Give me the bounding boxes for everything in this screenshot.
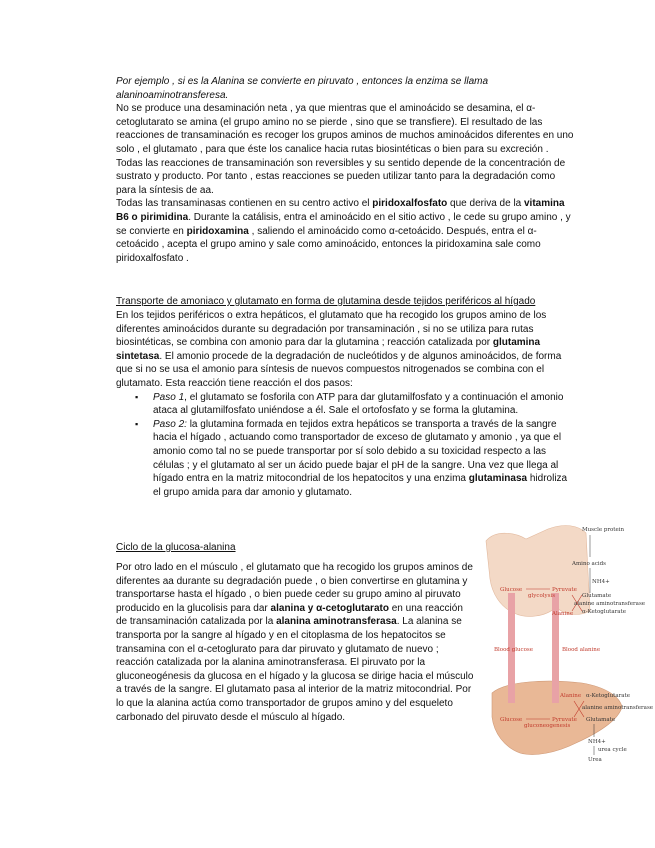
glucose-alanine-cycle-figure xyxy=(486,521,654,764)
term-alanina-aminotransferasa: alanina aminotransferasa xyxy=(276,616,397,628)
intro-paragraph-1: No se produce una desaminación neta , ya que mientras que el aminoácido se desamina, el α-cetoglutarato se amina (el grupo amino no se pierde , sino que se transfiere). El resultado de las reacciones de transaminación es recoger los grupos aminos de muchos aminoácidos diferentes en uno solo , el glutamato , para que éste los canalice hacia rutas biosintéticas o bien para su excreción . xyxy=(116,103,574,155)
term-piridoxamina: piridoxamina xyxy=(186,225,249,237)
label-pyruvate-bottom: Pyruvate xyxy=(552,717,577,723)
label-gluconeogenesis: gluconeogenesis xyxy=(524,723,571,729)
text-run: Todas las transaminasas contienen en su centro activo el xyxy=(116,198,373,210)
label-enzyme-top: alanine aminotransferase xyxy=(574,601,646,607)
text-run: que deriva de la xyxy=(447,198,524,210)
label-glutamate-top: Glutamate xyxy=(582,593,612,599)
step-label: Paso 2: xyxy=(153,418,187,430)
text-run: , el glutamato se fosforila con ATP para dar glutamilfosfato y a continuación el amonio ataca al glutamilfosfato uniéndose a él. Sale el ortofosfato y se forma la glutamina. xyxy=(153,391,564,417)
label-alanine-bottom: Alanine xyxy=(560,693,582,699)
label-amino-acids: Amino acids xyxy=(572,561,607,567)
label-glucose-top: Glucose xyxy=(500,587,523,593)
label-glucose-bottom: Glucose xyxy=(500,717,523,723)
text-run: Por otro lado en el músculo , el glutamato que ha recogido los grupos aminos de diferentes aa durante su degradación puede , o bien convertirse en glutamina y transportarse hasta el hígado , o bien puede ceder su grupo amino al piruvato producido en la glucolisis para dar xyxy=(116,562,473,614)
section-title-ciclo: Ciclo de la glucosa-alanina xyxy=(116,542,236,553)
label-ketoglutarate-bottom: α-Ketoglutarate xyxy=(586,693,630,699)
label-urea: Urea xyxy=(588,757,602,763)
label-nh4-top: NH4+ xyxy=(592,579,610,585)
step-label: Paso 1 xyxy=(153,391,185,403)
term-vitamina-b6: vitamina B6 o pirimidina xyxy=(116,198,565,223)
text-run: hidroliza el grupo amida para dar amonio y glutamato. xyxy=(153,473,568,498)
text-run: , saliendo el aminoácido como α-cetoácido. Después, entra el α-cetoácido , acepta el grupo amino y sale como aminoácido, entonces la piridoxamina sale como piridoxalfosfato . xyxy=(116,225,541,264)
steps-list xyxy=(116,391,574,500)
term-piridoxalfosfato: piridoxalfosfato xyxy=(372,198,448,210)
label-blood-alanine: Blood alanine xyxy=(562,647,601,653)
intro-block xyxy=(116,75,574,265)
label-alanine-top: Alanine xyxy=(552,611,574,617)
intro-paragraph-2: Todas las reacciones de transaminación son reversibles y su sentido depende de la concentración de sustrato y producto. Por tanto , estas reacciones se pueden utilizar tanto para la degradación como para la síntesis de aa. xyxy=(116,157,566,196)
transporte-block xyxy=(116,309,574,499)
text-run: la glutamina formada en tejidos extra hepáticos se transporta a través de la sangre hacia el hígado , actuando como transportador de exceso de glutamato y amonio , ya que el amonio como tal no se puede transportar por sí solo debido a su toxicidad respecto a las células ; y el glutamato al ser un ácido puede bajar el pH de la sangre. Una vez que llega al hígado entra en la matriz mitocondrial de los hepatocitos y una enzima xyxy=(153,418,562,485)
text-run: . Durante la catálisis, entra el aminoácido en el sitio activo , le cede su grupo amino , y se convierte en xyxy=(116,211,571,237)
label-blood-glucose: Blood glucose xyxy=(494,647,533,653)
text-run: En los tejidos periféricos o extra hepáticos, el glutamato que ha recogido los grupos amino de los diferentes aminoácidos durante su degradación por transaminación , si no se utiliza para rutas biosintéticas, se combina con amonio para dar la glutamina ; reacción catalizada por xyxy=(116,310,547,349)
blood-vessel-right xyxy=(552,593,559,703)
label-glutamate-bottom: Glutamate xyxy=(586,717,616,723)
text-run: . La alanina se transporta por la sangre al hígado y en el citoplasma de los hepatocitos se transamina con el α-cetoglurato para dar piruvato y glutamato de nuevo ; reacción catalizada por la alanina aminotransferasa. El piruvato por la gluconeogénesis da glucosa en el hígado y la glucosa se dirige hacia el músculo a través de la sangre. El glutamato pasa al interior de la matriz mitocondrial. Por lo que la alanina actúa como transportador de grupos amino y del esqueleto carbonado del piruvato desde el músculo al hígado. xyxy=(116,616,474,723)
label-urea-cycle: urea cycle xyxy=(598,747,627,753)
list-item xyxy=(153,391,574,418)
text-run: en una reacción de transaminación catalizada por la xyxy=(116,602,463,628)
intro-paragraph-3 xyxy=(116,197,574,265)
label-pyruvate-top: Pyruvate xyxy=(552,587,577,593)
ciclo-paragraph xyxy=(116,561,476,724)
term-glutamina-sintetasa: glutamina sintetasa xyxy=(116,337,541,362)
ciclo-block xyxy=(116,561,476,724)
transporte-paragraph xyxy=(116,309,574,391)
label-enzyme-bottom: alanine aminotransferase xyxy=(582,705,654,711)
text-run: . El amonio procede de la degradación de nucleótidos y de algunos aminoácidos, de forma que si no se usa el amonio para síntesis de nuevos compuestos nitrogenados se combina con el glutamato. Esta reacción tiene reacción el dos pasos: xyxy=(116,350,562,389)
label-nh4-bottom: NH4+ xyxy=(588,739,606,745)
label-glycolysis: glycolysis xyxy=(528,593,556,599)
example-paragraph: Por ejemplo , si es la Alanina se convierte en piruvato , entonces la enzima se llama alaninoaminotransferesa. xyxy=(116,76,489,101)
term-glutaminasa: glutaminasa xyxy=(468,473,528,485)
section-title-transporte: Transporte de amoniaco y glutamato en forma de glutamina desde tejidos periféricos al hígado xyxy=(116,296,536,307)
label-muscle-protein: Muscle protein xyxy=(582,527,625,533)
term-alanina-cetoglutarato: alanina y α-cetoglutarato xyxy=(270,602,389,614)
label-ketoglutarate-top: α-Ketoglutarate xyxy=(582,609,626,615)
list-item xyxy=(153,418,574,500)
